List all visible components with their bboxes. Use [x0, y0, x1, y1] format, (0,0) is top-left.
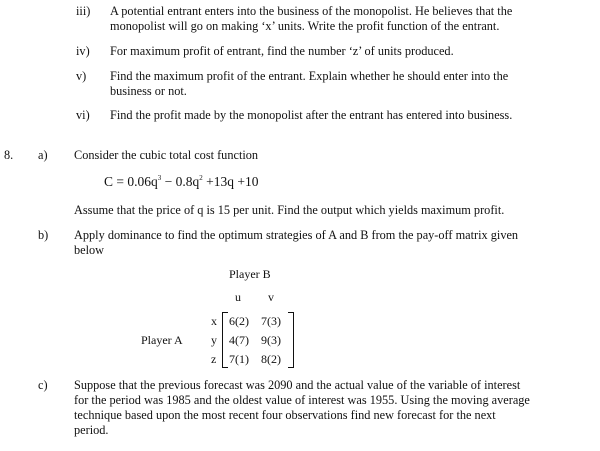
- part-b-text: [74, 228, 518, 258]
- matrix-cell-z-u: 7(1): [229, 352, 249, 366]
- equation-power-3: 3: [157, 174, 162, 182]
- row-label-y: y: [211, 333, 217, 347]
- item-text-v: [110, 69, 508, 99]
- item-text-v-line-1: Find the maximum profit of the entrant. Explain whether he should enter into the: [110, 69, 509, 83]
- equation-mid: − 0.8q: [161, 174, 200, 189]
- matrix-right-bracket: [288, 312, 294, 368]
- item-label-vi: vi): [76, 108, 90, 122]
- part-a-label: a): [38, 148, 48, 162]
- matrix-left-bracket: [222, 312, 228, 368]
- item-text-vi: Find the profit made by the monopolist after the entrant has entered into business.: [110, 108, 513, 122]
- part-b-label: b): [38, 228, 49, 242]
- matrix-cell-x-u: 6(2): [229, 314, 249, 328]
- part-a-text-2: Assume that the price of q is 15 per unit. Find the output which yields maximum profit.: [74, 203, 505, 217]
- cost-function-equation: [104, 174, 258, 190]
- item-text-iv: For maximum profit of entrant, find the number ‘z’ of units produced.: [110, 44, 454, 58]
- equation-power-2: 2: [199, 174, 203, 182]
- item-text-iii: [110, 4, 512, 34]
- part-c-label: c): [38, 378, 48, 392]
- part-c-text-line-4: period.: [74, 423, 109, 437]
- row-label-z: z: [211, 352, 217, 366]
- col-label-v: v: [268, 290, 274, 304]
- col-player-label: Player B: [229, 267, 271, 281]
- part-c-text-line-3: technique based upon the most recent four observations find new forecast for the next: [74, 408, 496, 422]
- matrix-cell-z-v: 8(2): [261, 352, 281, 366]
- question-number: 8.: [4, 148, 14, 162]
- matrix-cell-x-v: 7(3): [261, 314, 281, 328]
- part-c-text-line-1: Suppose that the previous forecast was 2090 and the actual value of the variable of interest: [74, 378, 521, 392]
- matrix-cell-y-v: 9(3): [261, 333, 281, 347]
- item-text-iii-line-2: monopolist will go on making ‘x’ units. Write the profit function of the entrant.: [110, 19, 500, 33]
- part-b-text-line-1: Apply dominance to find the optimum strategies of A and B from the pay-off matrix given: [74, 228, 519, 242]
- item-text-v-line-2: business or not.: [110, 84, 187, 98]
- part-c-text: [74, 378, 530, 438]
- col-label-u: u: [235, 290, 241, 304]
- item-label-iii: iii): [76, 4, 91, 18]
- part-b-text-line-2: below: [74, 243, 105, 257]
- item-label-v: v): [76, 69, 87, 83]
- equation-rhs: +13q +10: [202, 174, 259, 189]
- matrix-cell-y-u: 4(7): [229, 333, 249, 347]
- part-c-text-line-2: for the period was 1985 and the oldest value of interest was 1955. Using the moving average: [74, 393, 530, 407]
- row-player-label: Player A: [141, 333, 183, 347]
- equation-lhs: C = 0.06q: [104, 174, 158, 189]
- item-text-iii-line-1: A potential entrant enters into the business of the monopolist. He believes that the: [110, 4, 513, 18]
- item-label-iv: iv): [76, 44, 90, 58]
- row-label-x: x: [211, 314, 217, 328]
- part-a-text: Consider the cubic total cost function: [74, 148, 259, 162]
